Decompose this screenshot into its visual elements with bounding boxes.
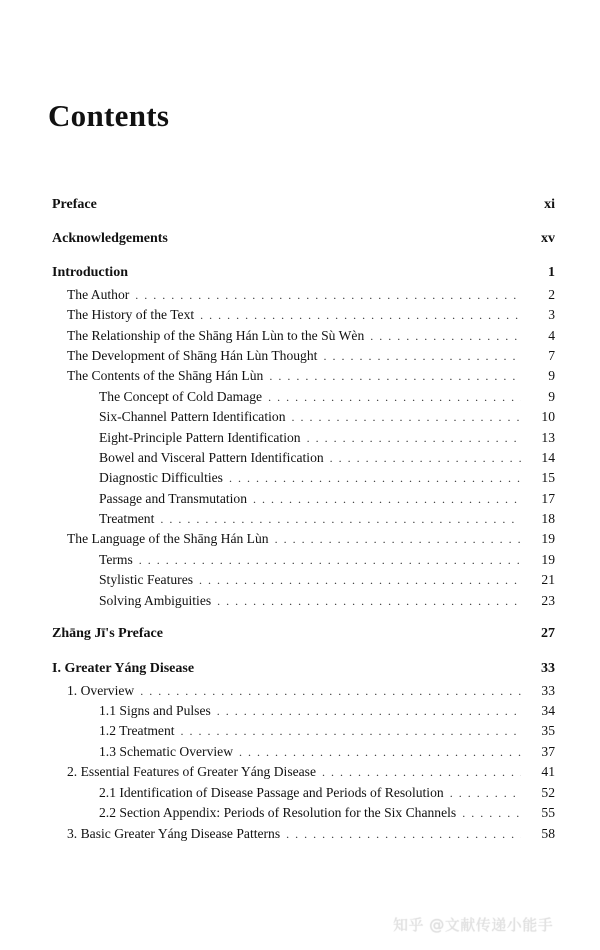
toc-entry-preface[interactable]	[52, 197, 555, 213]
toc-entry-page: xv	[541, 231, 555, 246]
leader-dots	[239, 745, 521, 760]
toc-entry-page: 23	[541, 593, 555, 608]
leader-dots	[307, 431, 521, 446]
toc-entry-label: Terms	[99, 552, 133, 567]
leader-dots	[370, 329, 521, 344]
toc-entry-page: 7	[548, 348, 555, 363]
toc-entry-zhang-ji-preface[interactable]	[52, 626, 555, 642]
toc-entry-page: 34	[541, 703, 555, 718]
leader-dots	[217, 594, 521, 609]
toc-entry-label: 1. Overview	[67, 683, 135, 698]
toc-entry-label: Eight-Principle Pattern Identification	[99, 430, 301, 445]
toc-entry-page: 27	[541, 626, 555, 641]
toc-entry-page: 19	[541, 552, 555, 567]
toc-entry-page: 10	[541, 409, 555, 424]
toc-entry-page: 52	[541, 785, 555, 800]
toc-entry-label: The Development of Shāng Hán Lùn Thought	[67, 348, 318, 363]
leader-dots	[322, 765, 521, 780]
leader-dots	[140, 684, 521, 699]
toc-entry[interactable]	[99, 744, 555, 760]
toc-entry-page: 33	[541, 661, 555, 676]
toc-entry-label: 2.1 Identification of Disease Passage and Periods of Resolution	[99, 785, 444, 800]
toc-entry-label: I. Greater Yáng Disease	[52, 661, 195, 676]
page-title: Contents	[48, 98, 170, 133]
toc-entry-label: Zhāng Jī's Preface	[52, 626, 163, 641]
leader-dots	[199, 573, 521, 588]
toc-entry[interactable]	[67, 287, 555, 303]
leader-dots	[200, 308, 521, 323]
leader-dots	[160, 512, 521, 527]
toc-entry[interactable]	[99, 430, 555, 446]
watermark: 知乎 @文献传递小能手	[393, 916, 554, 934]
toc-entry-page: 18	[541, 511, 555, 526]
toc-entry-page: 17	[541, 491, 555, 506]
leader-dots	[268, 390, 521, 405]
leader-dots	[139, 553, 521, 568]
leader-dots	[181, 724, 521, 739]
toc-entry-label: The Contents of the Shāng Hán Lùn	[67, 368, 264, 383]
leader-dots	[275, 532, 521, 547]
toc-entry[interactable]	[67, 683, 555, 699]
toc-entry-label: Stylistic Features	[99, 572, 194, 587]
leader-dots	[323, 349, 521, 364]
toc-entry-label: The History of the Text	[67, 307, 195, 322]
leader-dots	[292, 410, 522, 425]
toc-entry-page: 58	[541, 826, 555, 841]
toc-entry-label: Solving Ambiguities	[99, 593, 212, 608]
toc-entry-page: 9	[548, 368, 555, 383]
toc-entry-label: 2.2 Section Appendix: Periods of Resolution for the Six Channels	[99, 805, 457, 820]
toc-entry[interactable]	[99, 593, 555, 609]
toc-entry-page: 19	[541, 531, 555, 546]
toc-entry-label: 2. Essential Features of Greater Yáng Disease	[67, 764, 317, 779]
leader-dots	[229, 471, 521, 486]
toc-entry-label: Treatment	[99, 511, 155, 526]
toc-entry[interactable]	[67, 328, 555, 344]
toc-entry-page: 15	[541, 470, 555, 485]
leader-dots	[330, 451, 521, 466]
leader-dots	[253, 492, 521, 507]
toc-entry-page: xi	[544, 197, 555, 212]
toc-entry-page: 2	[548, 287, 555, 302]
toc-entry-label: Diagnostic Difficulties	[99, 470, 223, 485]
toc-entry-page: 14	[541, 450, 555, 465]
leader-dots	[462, 806, 521, 821]
toc-entry-label: Preface	[52, 197, 97, 212]
toc-entry[interactable]	[99, 511, 555, 527]
toc-entry-label: Six-Channel Pattern Identification	[99, 409, 286, 424]
toc-entry[interactable]	[99, 552, 555, 568]
toc-entry-label: 3. Basic Greater Yáng Disease Patterns	[67, 826, 281, 841]
toc-entry-page: 37	[541, 744, 555, 759]
toc-entry[interactable]	[99, 703, 555, 719]
toc-entry-label: The Concept of Cold Damage	[99, 389, 263, 404]
toc-entry-label: Acknowledgements	[52, 231, 168, 246]
toc-entry[interactable]	[99, 470, 555, 486]
toc-entry[interactable]	[67, 368, 555, 384]
toc-entry[interactable]	[99, 491, 555, 507]
leader-dots	[135, 288, 521, 303]
toc-entry-page: 33	[541, 683, 555, 698]
toc-entry-label: The Language of the Shāng Hán Lùn	[67, 531, 269, 546]
toc-entry-label: 1.2 Treatment	[99, 723, 175, 738]
toc-entry[interactable]	[99, 572, 555, 588]
toc-entry-label: Bowel and Visceral Pattern Identification	[99, 450, 324, 465]
toc-entry[interactable]	[99, 409, 555, 425]
leader-dots	[286, 827, 521, 842]
toc-entry[interactable]	[99, 723, 555, 739]
toc-entry[interactable]	[67, 826, 555, 842]
toc-entry-page: 41	[541, 764, 555, 779]
toc-entry-page: 1	[548, 265, 555, 280]
toc-entry[interactable]	[99, 805, 555, 821]
leader-dots	[217, 704, 521, 719]
toc-entry[interactable]	[99, 785, 555, 801]
toc-entry[interactable]	[99, 389, 555, 405]
toc-entry-label: The Relationship of the Shāng Hán Lùn to the Sù Wèn	[67, 328, 365, 343]
leader-dots	[269, 369, 521, 384]
toc-entry-label: Passage and Transmutation	[99, 491, 248, 506]
toc-entry-label: The Author	[67, 287, 130, 302]
toc-entry-greater-yang-disease[interactable]	[52, 661, 555, 677]
toc-entry-page: 9	[548, 389, 555, 404]
toc-entry-label: 1.3 Schematic Overview	[99, 744, 234, 759]
leader-dots	[450, 786, 521, 801]
toc-entry-label: 1.1 Signs and Pulses	[99, 703, 211, 718]
toc-entry[interactable]	[67, 307, 555, 323]
toc-entry[interactable]	[67, 348, 555, 364]
toc-entry-page: 13	[541, 430, 555, 445]
toc-entry-page: 4	[548, 328, 555, 343]
toc-entry-page: 55	[541, 805, 555, 820]
toc-entry-page: 3	[548, 307, 555, 322]
toc-entry-label: Introduction	[52, 265, 128, 280]
toc-entry[interactable]	[67, 531, 555, 547]
toc-entry-introduction[interactable]	[52, 265, 555, 281]
toc-entry-page: 35	[541, 723, 555, 738]
toc-entry-page: 21	[541, 572, 555, 587]
toc-entry-acknowledgements[interactable]	[52, 231, 555, 247]
toc-entry[interactable]	[99, 450, 555, 466]
toc-entry[interactable]	[67, 764, 555, 780]
